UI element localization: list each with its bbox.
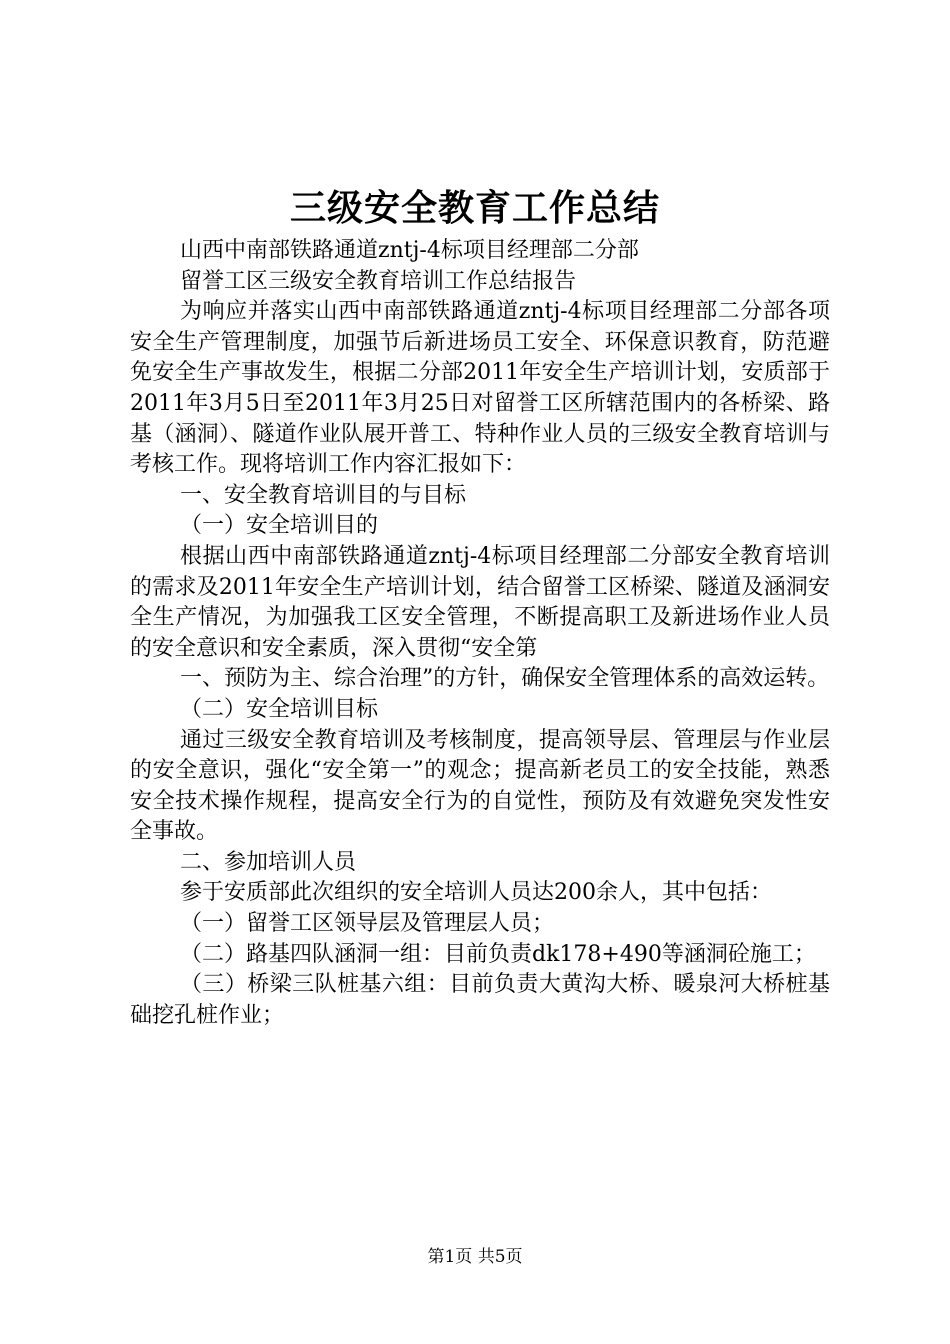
subsection-heading-2: （二）安全培训目标 xyxy=(180,696,379,722)
section-heading-2: 二、参加培训人员 xyxy=(180,849,357,875)
paragraph-participants: 参于安质部此次组织的安全培训人员达200余人，其中包括： xyxy=(180,880,772,906)
paragraph-header-line-1: 山西中南部铁路通道zntj-4标项目经理部二分部 xyxy=(180,238,639,263)
document-body xyxy=(130,236,830,1031)
paragraph-purpose: 根据山西中南部铁路通道zntj-4标项目经理部二分部安全教育培训的需求及2011年安全生产培训计划，结合留誉工区桥梁、隧道及涵洞安全生产情况，为加强我工区安全管理，不断提高职工及新进场作业人员的安全意识和安全素质，深入贯彻“安全第 xyxy=(130,543,830,661)
paragraph-goal: 通过三级安全教育培训及考核制度，提高领导层、管理层与作业层的安全意识，强化“安全第一”的观念；提高新老员工的安全技能，熟悉安全技术操作规程，提高安全行为的自觉性，预防及有效避免突发性安全事故。 xyxy=(130,727,830,845)
list-item-3: （三）桥梁三队桩基六组：目前负责大黄沟大桥、暖泉河大桥桩基础挖孔桩作业； xyxy=(130,972,830,1028)
paragraph-intro: 为响应并落实山西中南部铁路通道zntj-4标项目经理部二分部各项安全生产管理制度，加强节后新进场员工安全、环保意识教育，防范避免安全生产事故发生，根据二分部2011年安全生产培训计划，安质部于2011年3月5日至2011年3月25日对留誉工区所辖范围内的各桥梁、路基（涵洞）、隧道作业队展开普工、特种作业人员的三级安全教育培训与考核工作。现将培训工作内容汇报如下： xyxy=(130,299,830,478)
subsection-heading-1: （一）安全培训目的 xyxy=(180,513,379,539)
paragraph-header-line-2: 留誉工区三级安全教育培训工作总结报告 xyxy=(180,268,577,294)
document-title: 三级安全教育工作总结 xyxy=(289,187,660,229)
section-heading-1: 一、安全教育培训目的与目标 xyxy=(180,482,467,508)
list-item-2: （二）路基四队涵洞一组：目前负责dk178+490等涵洞砼施工； xyxy=(180,941,816,967)
list-item-1: （一）留誉工区领导层及管理层人员； xyxy=(180,911,555,937)
paragraph-purpose-cont: 一、预防为主、综合治理”的方针，确保安全管理体系的高效运转。 xyxy=(180,666,830,692)
page-footer: 第1页 共5页 xyxy=(427,1247,523,1267)
